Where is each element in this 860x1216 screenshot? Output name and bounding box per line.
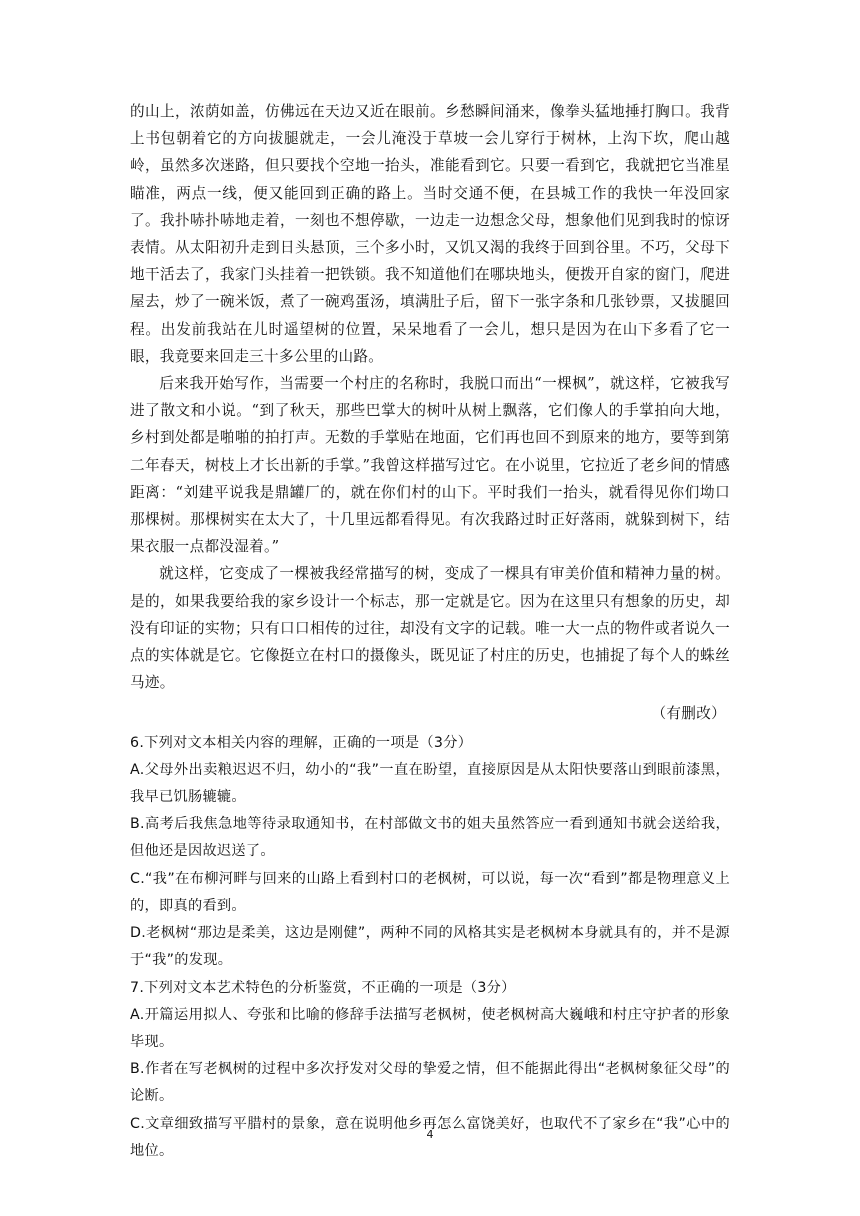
passage-paragraph-2: 后来我开始写作，当需要一个村庄的名称时，我脱口而出“一棵枫”，就这样，它被我写进了散文和小说。“到了秋天，那些巴掌大的树叶从树上飘落，它们像人的手掌拍向大地，乡村到处都是啪啪的拍打声。无数的手掌贴在地面，它们再也回不到原来的地方，要等到第二年春天，树枝上才长出新的手掌。”我曾这样描写过它。在小说里，它拉近了老乡间的情感距离：“刘建平说我是鼎罐厂的，就在你们村的山下。平时我们一抬头，就看得见你们坳口那棵树。那棵树实在太大了，十几里远都看得见。有次我路过时正好落雨，就躲到树下，结果衣服一点都没湿着。” <box>130 375 730 556</box>
option-c: C.文章细致描写平腊村的景象，意在说明他乡再怎么富饶美好，也取代不了家乡在“我”心中的地位。 <box>130 1115 730 1159</box>
option-d: D.老枫树“那边是柔美，这边是刚健”，两种不同的风格其实是老枫树本身就具有的，并不是源于“我”的发现。 <box>130 925 730 969</box>
passage-paragraph-1: 的山上，浓荫如盖，仿佛远在天边又近在眼前。乡愁瞬间涌来，像拳头猛地捶打胸口。我背上书包朝着它的方向拔腿就走，一会儿淹没于草坡一会儿穿行于树林，上沟下坎，爬山越岭，虽然多次迷路，但只要找个空地一抬头，准能看到它。只要一看到它，我就把它当准星瞄准，两点一线，便又能回到正确的路上。当时交通不便，在县城工作的我快一年没回家了。我扑哧扑哧地走着，一刻也不想停歇，一边走一边想念父母，想象他们见到我时的惊讶表情。从太阳初升走到日头悬顶，三个多小时，又饥又渴的我终于回到谷里。不巧，父母下地干活去了，我家门头挂着一把铁锁。我不知道他们在哪块地头，便拨开自家的窗门，爬进屋去，炒了一碗米饭，煮了一碗鸡蛋汤，填满肚子后，留下一张字条和几张钞票，又拔腿回程。出发前我站在儿时遥望树的位置，呆呆地看了一会儿，想只是因为在山下多看了它一眼，我竟要来回走三十多公里的山路。 <box>130 103 730 365</box>
passage-paragraph-3: 就这样，它变成了一棵被我经常描写的树，变成了一棵具有审美价值和精神力量的树。是的，如果我要给我的家乡设计一个标志，那一定就是它。因为在这里只有想象的历史，却没有印证的实物；只有口口相传的过往，却没有文字的记载。唯一大一点的物件或者说久一点的实体就是它。它像挺立在村口的摄像头，既见证了村庄的历史，也捕捉了每个人的蛛丝马迹。 <box>130 565 730 692</box>
edit-note: （有删改） <box>651 705 726 723</box>
option-a: A.开篇运用拟人、夸张和比喻的修辞手法描写老枫树，使老枫树高大巍峨和村庄守护者的形象毕现。 <box>130 1006 730 1050</box>
page-body <box>130 98 730 1165</box>
page-number: 4 <box>426 1128 434 1141</box>
option-b: B.高考后我焦急地等待录取通知书，在村部做文书的姐夫虽然答应一看到通知书就会送给我，但他还是因故迟送了。 <box>130 816 730 860</box>
option-a: A.父母外出卖粮迟迟不归，幼小的“我”一直在盼望，直接原因是从太阳快要落山到眼前漆黑，我早已饥肠辘辘。 <box>130 761 730 806</box>
option-b: B.作者在写老枫树的过程中多次抒发对父母的挚爱之情，但不能据此得出“老枫树象征父母”的论断。 <box>130 1061 730 1105</box>
question-stem: 6.下列对文本相关内容的理解，正确的一项是（3分） <box>130 734 473 751</box>
option-c: C.“我”在布柳河畔与回来的山路上看到村口的老枫树，可以说，每一次“看到”都是物理意义上的，即真的看到。 <box>130 870 730 914</box>
question-6 <box>130 730 730 975</box>
question-stem: 7.下列对文本艺术特色的分析鉴赏，不正确的一项是（3分） <box>130 979 516 996</box>
